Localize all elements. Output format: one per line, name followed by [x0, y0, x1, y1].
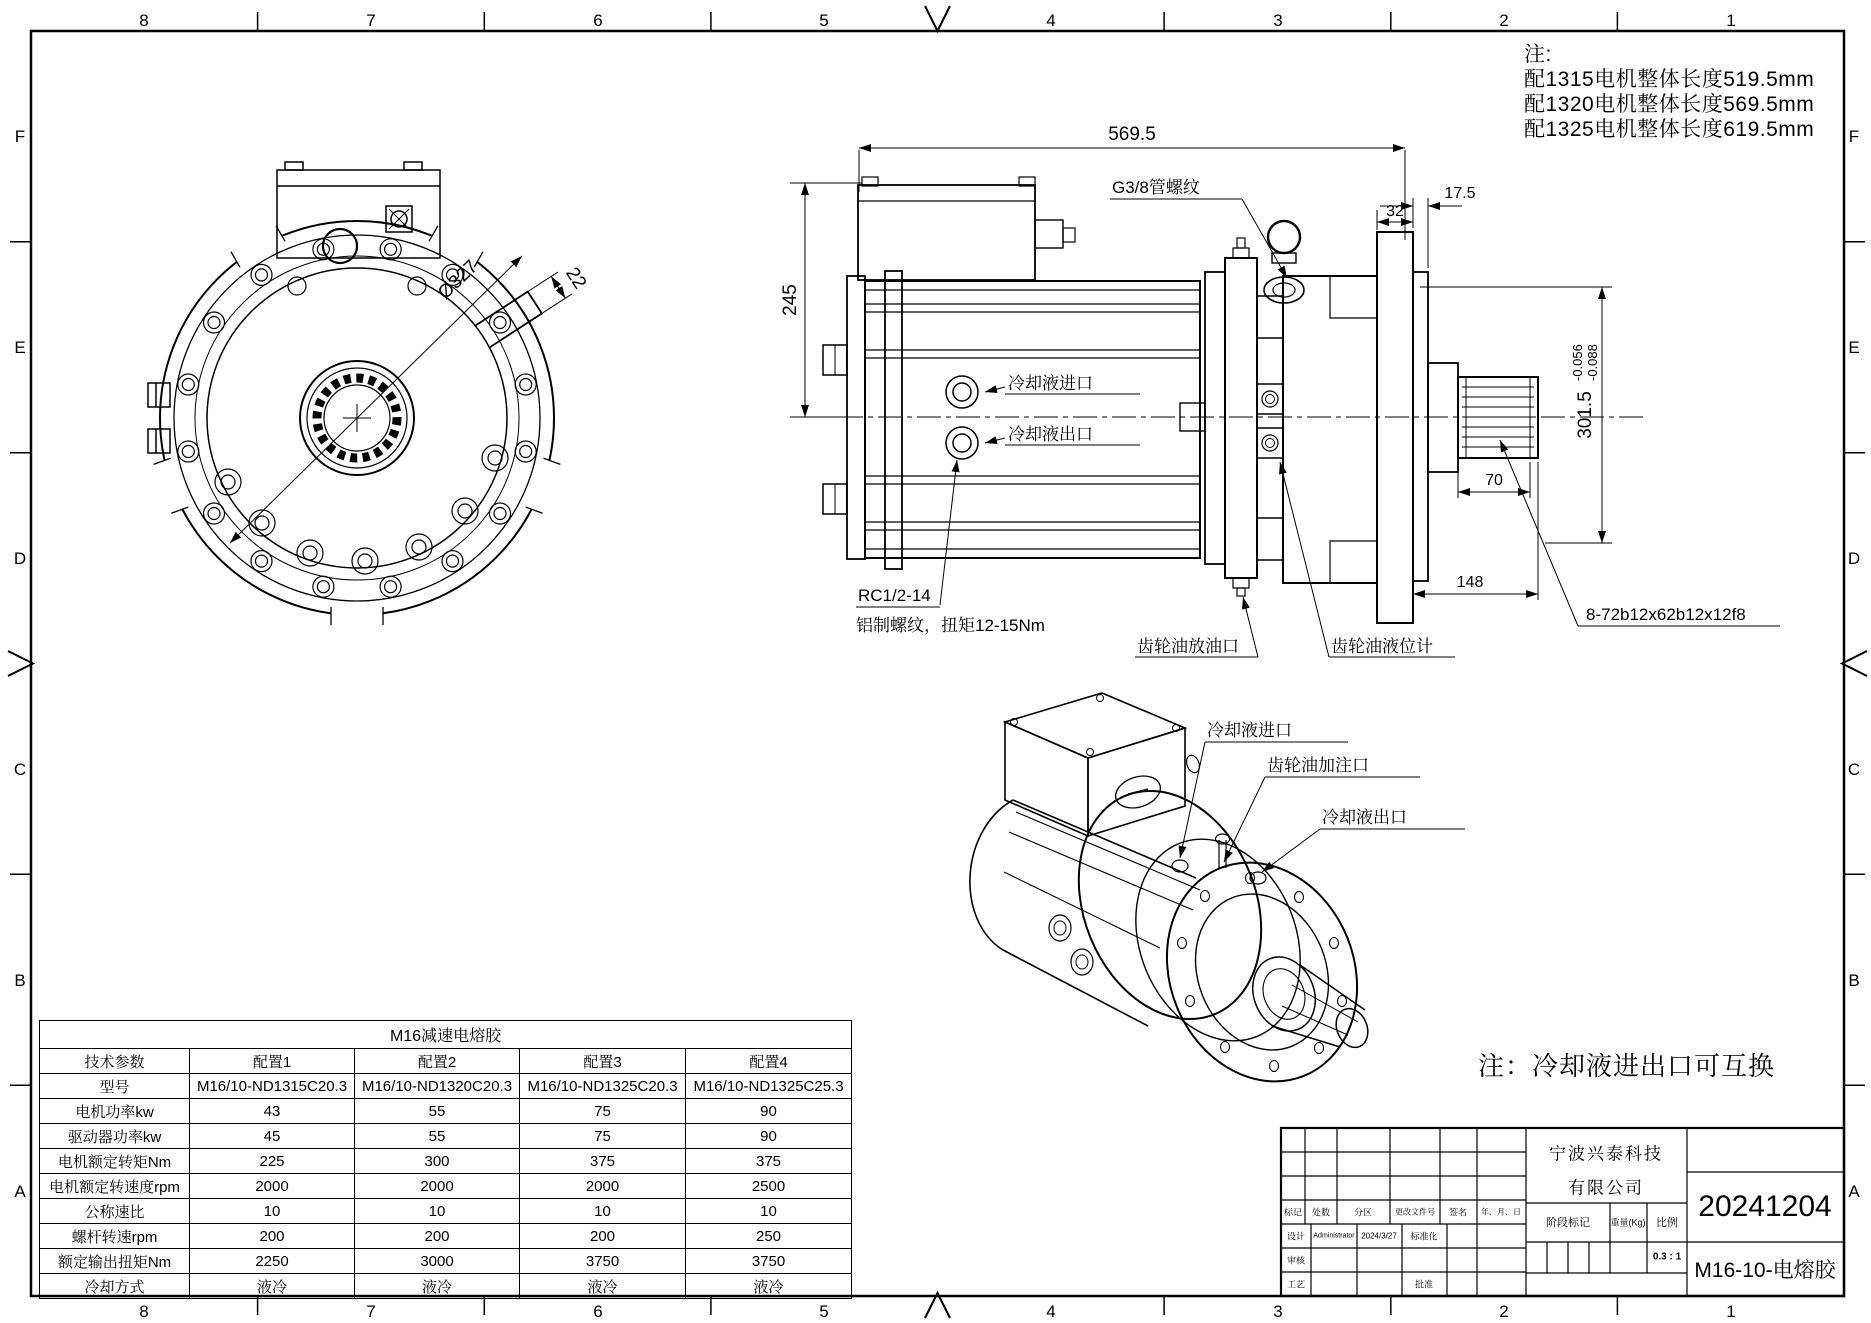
zone-col: 8 — [139, 11, 149, 30]
output-spline-shaft — [1458, 377, 1538, 458]
label-rc-note: 铝制螺纹，扭矩12-15Nm — [856, 616, 1045, 635]
front-diameter-dim-text: Ø327 — [434, 256, 483, 304]
terminal-box — [277, 162, 440, 263]
svg-text:-0.056: -0.056 — [1570, 344, 1585, 381]
cell: 电机额定转矩Nm — [40, 1149, 190, 1174]
tb-label-design: 设计 — [1286, 1231, 1306, 1242]
cell: M16/10-ND1320C20.3 — [355, 1074, 520, 1099]
note-title: 注: — [1524, 43, 1552, 66]
zone-col: 3 — [1273, 1302, 1283, 1321]
cell: M16/10-ND1315C20.3 — [190, 1074, 355, 1099]
zone-col: 2 — [1499, 1302, 1509, 1321]
table-row — [40, 1224, 852, 1249]
gearbox-housing — [1283, 232, 1458, 623]
tb-scale-value: 0.3 : 1 — [1652, 1251, 1682, 1263]
cell: 螺杆转速rpm — [40, 1224, 190, 1249]
cell: 3750 — [520, 1249, 686, 1274]
cell: 225 — [190, 1149, 355, 1174]
zone-col: 6 — [593, 11, 603, 30]
col-header: 配置1 — [190, 1049, 355, 1074]
tb-label-zone: 分区 — [1353, 1207, 1373, 1218]
zone-row: A — [14, 1182, 26, 1201]
cell: 2500 — [686, 1174, 852, 1199]
cell: 75 — [520, 1099, 686, 1124]
cell: 10 — [686, 1199, 852, 1224]
cell: 200 — [190, 1224, 355, 1249]
cell: 2000 — [355, 1174, 520, 1199]
tb-part-name: M16-10-电熔胶 — [1694, 1259, 1836, 1282]
label-oil-level: 齿轮油液位计 — [1331, 637, 1433, 656]
zone-col: 1 — [1726, 1302, 1736, 1321]
cell: 300 — [355, 1149, 520, 1174]
zone-col: 5 — [819, 11, 829, 30]
cell: 3000 — [355, 1249, 520, 1274]
zone-row: C — [1847, 760, 1861, 779]
iso-label-coolant-inlet: 冷却液进口 — [1207, 721, 1292, 740]
dim-plate-offset: 17.5 — [1444, 185, 1476, 202]
cell: 55 — [355, 1124, 520, 1149]
cell: 2250 — [190, 1249, 355, 1274]
label-coolant-inlet: 冷却液进口 — [1008, 374, 1093, 393]
zone-row: E — [1848, 338, 1860, 357]
cell: M16/10-ND1325C20.3 — [520, 1074, 686, 1099]
cell: 驱动器功率kw — [40, 1124, 190, 1149]
tb-label-scale: 比例 — [1656, 1217, 1678, 1229]
zone-row: B — [14, 971, 26, 990]
zone-col: 4 — [1046, 11, 1056, 30]
cell: 额定输出扭矩Nm — [40, 1249, 190, 1274]
table-row — [40, 1149, 852, 1174]
cell: 250 — [686, 1224, 852, 1249]
tb-label-weight: 重量(Kg) — [1610, 1217, 1646, 1228]
spec-table-title: M16减速电熔胶 — [40, 1021, 852, 1049]
zone-col: 3 — [1273, 11, 1283, 30]
cell: 90 — [686, 1099, 852, 1124]
cell: 公称速比 — [40, 1199, 190, 1224]
side-view — [790, 148, 1780, 657]
note-line: 配1315电机整体长度519.5mm — [1524, 68, 1815, 91]
diameter-dim — [230, 256, 522, 543]
tb-label-process: 工艺 — [1286, 1279, 1306, 1290]
zone-col: 6 — [593, 1302, 603, 1321]
dim-height: 245 — [780, 284, 801, 316]
label-coolant-outlet: 冷却液出口 — [1008, 425, 1093, 444]
iso-label-coolant-outlet: 冷却液出口 — [1322, 808, 1407, 827]
lifting-eyebolt-icon — [1268, 221, 1300, 253]
zone-row: A — [1848, 1182, 1860, 1201]
zone-col: 2 — [1499, 11, 1509, 30]
cell: 液冷 — [686, 1274, 852, 1299]
zone-col: 7 — [366, 11, 376, 30]
iso-junction-box — [1005, 693, 1202, 836]
svg-text:-0.088: -0.088 — [1585, 344, 1600, 381]
dim-spline-length: 70 — [1485, 472, 1503, 489]
iso-view — [970, 693, 1465, 1110]
table-row — [40, 1199, 852, 1224]
output-flange-plate — [1377, 232, 1413, 623]
adapter-section — [1205, 221, 1304, 596]
key-boss — [476, 272, 572, 347]
zone-col: 7 — [366, 1302, 376, 1321]
front-key-dim-text: 22 — [561, 263, 591, 293]
col-header: 配置4 — [686, 1049, 852, 1074]
iso-output-shaft — [1242, 948, 1373, 1053]
tb-drawing-number: 20241204 — [1698, 1190, 1832, 1223]
tb-company-line1: 宁波兴泰科技 — [1549, 1144, 1663, 1164]
zone-row: D — [1847, 549, 1861, 568]
tb-label-approve: 批准 — [1414, 1279, 1434, 1290]
label-oil-drain: 齿轮油放油口 — [1137, 637, 1239, 656]
drawing-notes — [1524, 42, 1814, 142]
zone-col: 4 — [1046, 1302, 1056, 1321]
cell: 45 — [190, 1124, 355, 1149]
cell: 液冷 — [190, 1274, 355, 1299]
cell: 43 — [190, 1099, 355, 1124]
zone-col: 1 — [1726, 11, 1736, 30]
cell: 2000 — [190, 1174, 355, 1199]
table-row — [40, 1074, 852, 1099]
dim-plate-width: 32 — [1386, 203, 1404, 220]
cell: M16/10-ND1325C25.3 — [686, 1074, 852, 1099]
cell: 55 — [355, 1099, 520, 1124]
dim-shaft-length-group — [1570, 344, 1600, 439]
label-pipe-thread: G3/8管螺纹 — [1112, 178, 1200, 197]
cell: 电机功率kw — [40, 1099, 190, 1124]
cell: 型号 — [40, 1074, 190, 1099]
zone-row: D — [13, 549, 27, 568]
tb-label-review: 审核 — [1286, 1255, 1306, 1266]
cell: 10 — [520, 1199, 686, 1224]
table-row — [40, 1274, 852, 1299]
note-line: 配1325电机整体长度619.5mm — [1524, 118, 1815, 141]
cell: 液冷 — [355, 1274, 520, 1299]
cell: 3750 — [686, 1249, 852, 1274]
col-header: 技术参数 — [40, 1049, 190, 1074]
tb-label-mark: 标记 — [1283, 1207, 1303, 1218]
cell: 200 — [355, 1224, 520, 1249]
table-row — [40, 1249, 852, 1274]
tb-label-change-doc: 更改文件号 — [1395, 1207, 1435, 1217]
cell: 75 — [520, 1124, 686, 1149]
tb-label-stage-mark: 阶段标记 — [1546, 1217, 1590, 1229]
zone-row: E — [14, 338, 26, 357]
cell: 液冷 — [520, 1274, 686, 1299]
side-leaders — [856, 199, 1780, 657]
oil-level-sight — [1257, 428, 1283, 458]
table-row — [40, 1099, 852, 1124]
zone-row: F — [1848, 127, 1860, 146]
front-view — [148, 162, 572, 626]
cell: 10 — [355, 1199, 520, 1224]
tb-label-count: 处数 — [1311, 1207, 1331, 1218]
cell: 电机额定转速度rpm — [40, 1174, 190, 1199]
tb-label-standardization: 标准化 — [1410, 1231, 1438, 1242]
face-holes — [215, 277, 508, 574]
iso-coolant-inlet-port — [1172, 860, 1188, 872]
side-terminal-box — [858, 177, 1075, 280]
tb-designer: Administrator — [1313, 1232, 1355, 1240]
zone-row: C — [13, 760, 27, 779]
tb-company-line2: 有限公司 — [1568, 1178, 1644, 1198]
dim-total-length: 569.5 — [1108, 124, 1156, 145]
cell: 2000 — [520, 1174, 686, 1199]
motor-body — [823, 271, 1205, 569]
zone-col: 5 — [819, 1302, 829, 1321]
iso-label-oil-fill: 齿轮油加注口 — [1267, 756, 1369, 775]
spec-table — [39, 1020, 852, 1299]
label-spline-spec: 8-72b12x62b12x12f8 — [1586, 605, 1746, 624]
zone-col: 8 — [139, 1302, 149, 1321]
zone-row: F — [14, 127, 26, 146]
coolant-interchange-note: 注：冷却液进出口可互换 — [1478, 1051, 1776, 1081]
cell: 90 — [686, 1124, 852, 1149]
svg-text:301.5: 301.5 — [1575, 391, 1596, 439]
tb-label-signature: 签名 — [1448, 1207, 1468, 1218]
cell: 10 — [190, 1199, 355, 1224]
label-rc-thread: RC1/2-14 — [858, 586, 931, 605]
cell: 375 — [686, 1149, 852, 1174]
table-row — [40, 1174, 852, 1199]
cell: 冷却方式 — [40, 1274, 190, 1299]
tb-design-date: 2024/3/27 — [1361, 1231, 1397, 1241]
tb-label-date: 年、月、日 — [1481, 1207, 1521, 1217]
col-header: 配置2 — [355, 1049, 520, 1074]
zone-row: B — [1848, 971, 1860, 990]
oil-drain-plug — [1233, 578, 1249, 588]
dim-output-length: 148 — [1456, 574, 1484, 591]
col-header: 配置3 — [520, 1049, 686, 1074]
table-row — [40, 1049, 852, 1074]
note-line: 配1320电机整体长度569.5mm — [1524, 93, 1815, 116]
table-row — [40, 1124, 852, 1149]
cell: 375 — [520, 1149, 686, 1174]
cell: 200 — [520, 1224, 686, 1249]
